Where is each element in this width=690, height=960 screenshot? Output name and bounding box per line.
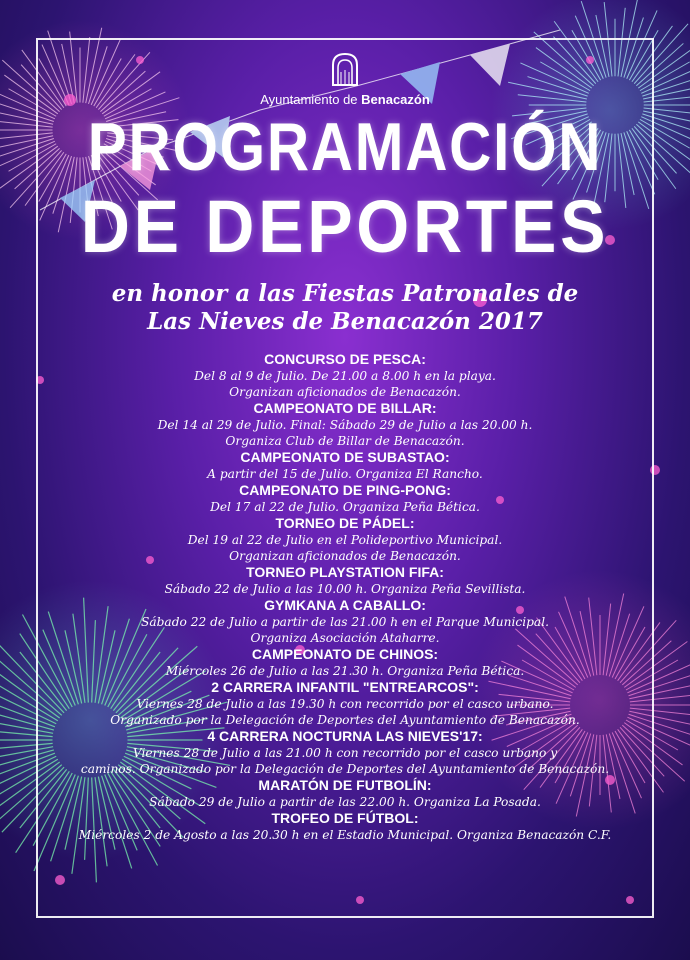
event-detail: Organizan aficionados de Benacazón. bbox=[229, 385, 461, 399]
event-title: TROFEO DE FÚTBOL: bbox=[271, 810, 419, 826]
event-title: TORNEO DE PÁDEL: bbox=[275, 515, 415, 531]
event-item bbox=[40, 777, 650, 810]
event-item bbox=[40, 810, 650, 843]
event-title: CAMPEONATO DE SUBASTAO: bbox=[240, 449, 450, 465]
event-item bbox=[40, 728, 650, 777]
event-title: CAMPEONATO DE PING-PONG: bbox=[239, 482, 451, 498]
event-item bbox=[40, 679, 650, 728]
organizer-name: Ayuntamiento de Benacazón bbox=[260, 92, 430, 107]
event-detail: Del 19 al 22 de Julio en el Polideportivo Municipal. bbox=[187, 533, 503, 547]
event-item bbox=[40, 597, 650, 646]
event-title: CONCURSO DE PESCA: bbox=[264, 351, 426, 367]
event-title: MARATÓN DE FUTBOLÍN: bbox=[258, 777, 432, 793]
event-item bbox=[40, 482, 650, 515]
event-title: TORNEO PLAYSTATION FIFA: bbox=[246, 564, 444, 580]
event-detail: Organiza Asociación Ataharre. bbox=[250, 631, 440, 645]
event-detail: Viernes 28 de Julio a las 21.00 h con recorrido por el casco urbano y bbox=[132, 746, 558, 760]
event-detail: Organizado por la Delegación de Deportes del Ayuntamiento de Benacazón. bbox=[110, 713, 580, 727]
event-item bbox=[40, 515, 650, 564]
event-detail: Sábado 22 de Julio a partir de las 21.00 h en el Parque Municipal. bbox=[141, 615, 549, 629]
event-detail: Del 8 al 9 de Julio. De 21.00 a 8.00 h en la playa. bbox=[194, 369, 496, 383]
event-detail: Viernes 28 de Julio a las 19.30 h con recorrido por el casco urbano. bbox=[136, 697, 554, 711]
event-item bbox=[40, 646, 650, 679]
event-list bbox=[40, 351, 650, 843]
poster-title-line-1: PROGRAMACIÓN bbox=[87, 109, 603, 185]
event-detail: Sábado 22 de Julio a las 10.00 h. Organiza Peña Sevillista. bbox=[164, 582, 526, 596]
event-detail: Miércoles 26 de Julio a las 21.30 h. Organiza Peña Bética. bbox=[165, 664, 525, 678]
subtitle-line-2: Las Nieves de Benacazón 2017 bbox=[147, 308, 543, 335]
event-detail: Sábado 29 de Julio a partir de las 22.00 h. Organiza La Posada. bbox=[149, 795, 541, 809]
event-title: CAMPEONATO DE CHINOS: bbox=[251, 646, 439, 662]
event-title: CAMPEONATO DE BILLAR: bbox=[253, 400, 437, 416]
event-detail: caminos. Organizado por la Delegación de Deportes del Ayuntamiento de Benacazón. bbox=[80, 762, 610, 776]
event-detail: Organiza Club de Billar de Benacazón. bbox=[225, 434, 465, 448]
event-detail: Del 14 al 29 de Julio. Final: Sábado 29 de Julio a las 20.00 h. bbox=[157, 418, 533, 432]
event-item bbox=[40, 564, 650, 597]
town-hall-arch-icon bbox=[330, 52, 360, 86]
poster-title-line-2: DE DEPORTES bbox=[80, 185, 610, 268]
event-item bbox=[40, 449, 650, 482]
event-detail: Organizan aficionados de Benacazón. bbox=[229, 549, 461, 563]
event-detail: Del 17 al 22 de Julio. Organiza Peña Bética. bbox=[210, 500, 480, 514]
event-item bbox=[40, 400, 650, 449]
subtitle-line-1: en honor a las Fiestas Patronales de bbox=[111, 280, 579, 307]
event-detail: A partir del 15 de Julio. Organiza El Rancho. bbox=[207, 467, 483, 481]
event-detail: Miércoles 2 de Agosto a las 20.30 h en el Estadio Municipal. Organiza Benacazón C.F. bbox=[78, 828, 612, 842]
event-item bbox=[40, 351, 650, 400]
event-title: 2 CARRERA INFANTIL "ENTREARCOS": bbox=[211, 679, 479, 695]
event-title: 4 CARRERA NOCTURNA LAS NIEVES'17: bbox=[207, 728, 483, 744]
event-title: GYMKANA A CABALLO: bbox=[264, 597, 426, 613]
